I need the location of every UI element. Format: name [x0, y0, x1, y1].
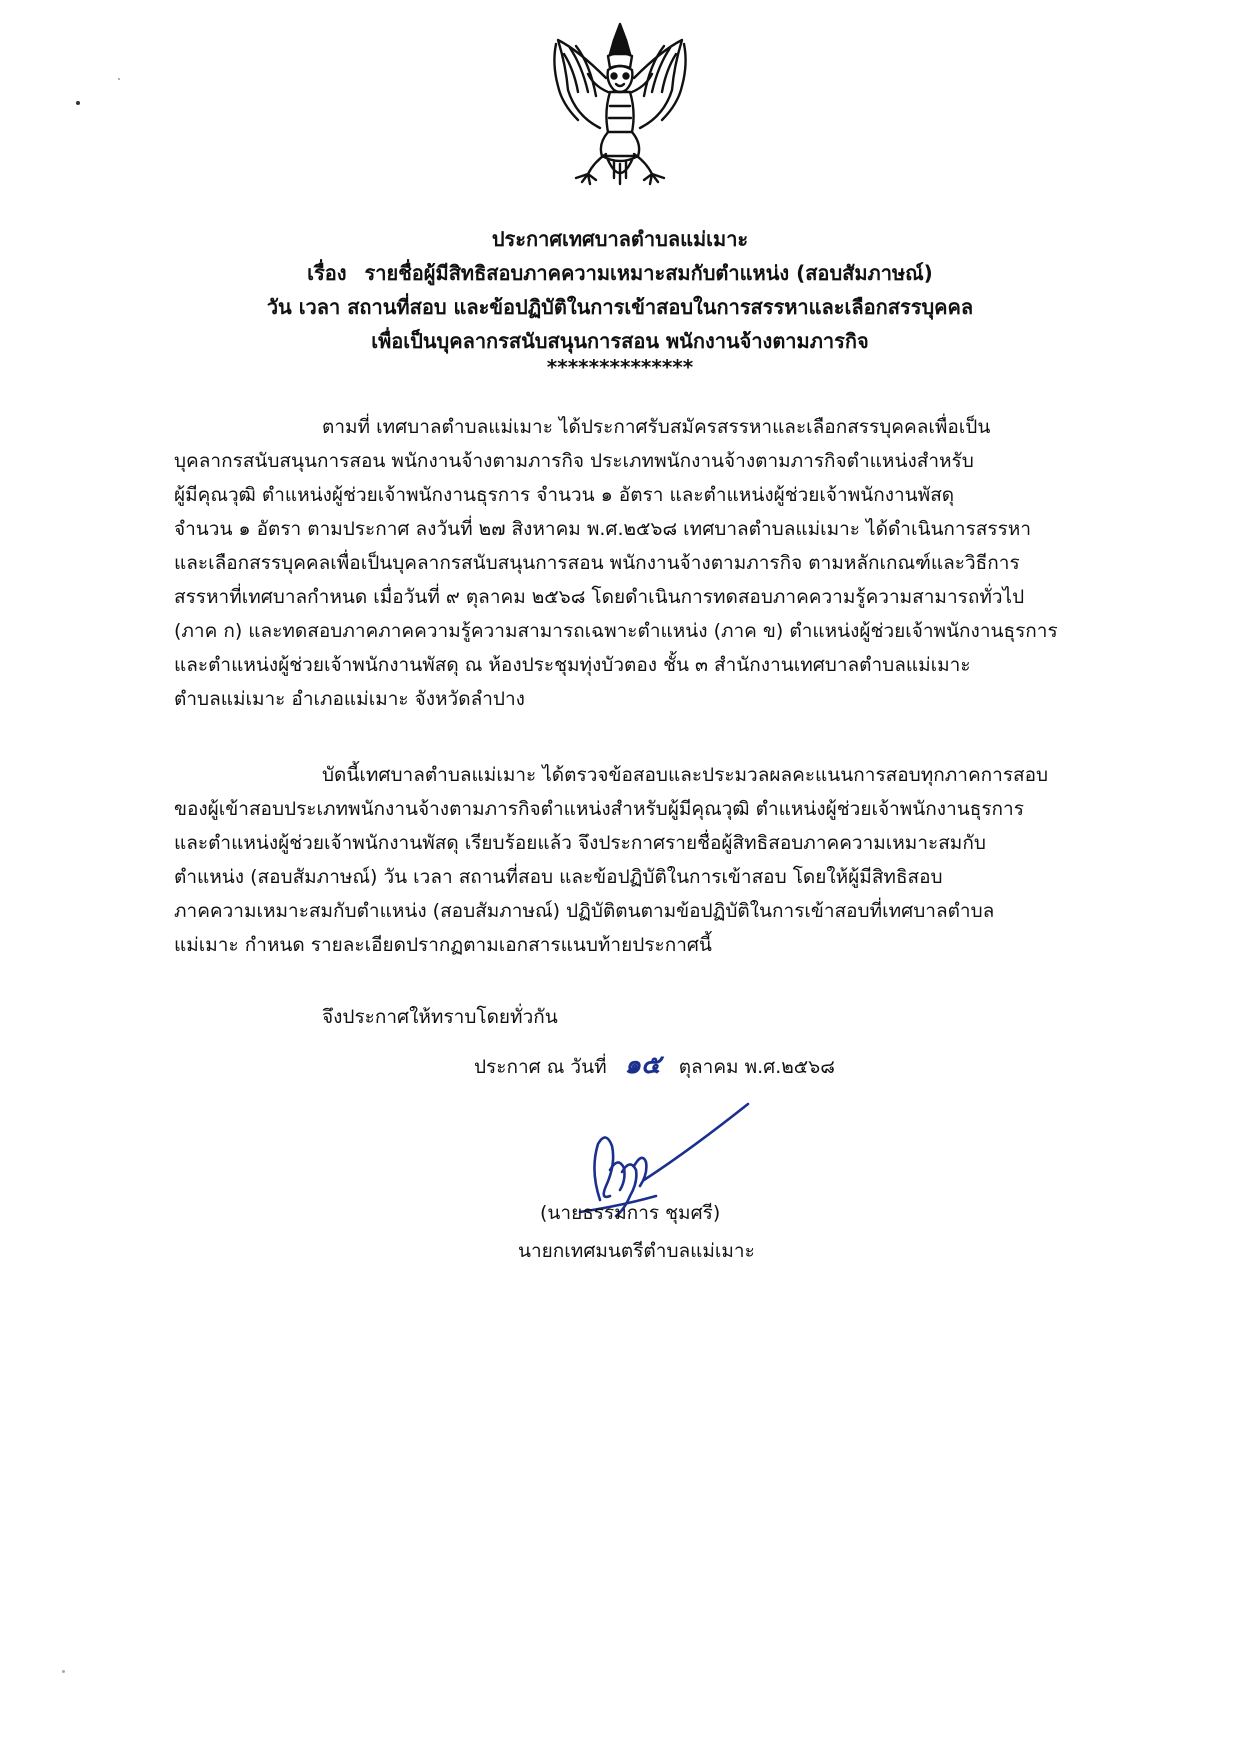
paragraph-line: บุคลากรสนับสนุนการสอน พนักงานจ้างตามภารกิจ ประเภทพนักงานจ้างตามภารกิจตำแหน่งสำหรับ [174, 450, 974, 472]
scan-speck [76, 101, 80, 105]
garuda-emblem-icon [548, 20, 692, 192]
subject-line-1 [120, 256, 1120, 290]
subject-text-1: รายชื่อผู้มีสิทธิสอบภาคความเหมาะสมกับตำแหน่ง (สอบสัมภาษณ์) [364, 261, 933, 285]
document-heading [120, 222, 1120, 379]
paragraph-line: ผู้มีคุณวุฒิ ตำแหน่งผู้ช่วยเจ้าพนักงานธุรการ จำนวน ๑ อัตรา และตำแหน่งผู้ช่วยเจ้าพนักงานพัสดุ [174, 484, 955, 506]
announcement-dateline [474, 1048, 835, 1084]
scan-speck [62, 1670, 65, 1673]
paragraph-line: (ภาค ก) และทดสอบภาคภาคความรู้ความสามารถเฉพาะตำแหน่ง (ภาค ข) ตำแหน่งผู้ช่วยเจ้าพนักงานธุรการ [174, 620, 1058, 642]
subject-line-2: วัน เวลา สถานที่สอบ และข้อปฏิบัติในการเข้าสอบในการสรรหาและเลือกสรรบุคคล [266, 295, 974, 319]
paragraph-line: บัดนี้เทศบาลตำบลแม่เมาะ ได้ตรวจข้อสอบและประมวลผลคะแนนการสอบทุกภาคการสอบ [322, 764, 1049, 786]
body-paragraph-1 [174, 410, 1120, 716]
dateline-month-year: ตุลาคม พ.ศ.๒๕๖๘ [678, 1056, 835, 1078]
scan-speck [118, 78, 120, 80]
paragraph-line: สรรหาที่เทศบาลกำหนด เมื่อวันที่ ๙ ตุลาคม ๒๕๖๘ โดยดำเนินการทดสอบภาคความรู้ความสามารถทั่วไป [174, 586, 1025, 608]
paragraph-line: และเลือกสรรบุคคลเพื่อเป็นบุคลากรสนับสนุนการสอน พนักงานจ้างตามภารกิจ ตามหลักเกณฑ์และวิธีการ [174, 552, 1020, 574]
handwritten-day: ๑๕ [624, 1050, 661, 1080]
heading-divider: ************** [546, 355, 694, 379]
paragraph-line: และตำแหน่งผู้ช่วยเจ้าพนักงานพัสดุ ณ ห้องประชุมทุ่งบัวตอง ชั้น ๓ สำนักงานเทศบาลตำบลแม่เมาะ [174, 654, 971, 676]
closing-statement: จึงประกาศให้ทราบโดยทั่วกัน [322, 1006, 558, 1028]
paragraph-line: ตามที่ เทศบาลตำบลแม่เมาะ ได้ประกาศรับสมัครสรรหาและเลือกสรรบุคคลเพื่อเป็น [322, 416, 991, 438]
paragraph-line: ตำบลแม่เมาะ อำเภอแม่เมาะ จังหวัดลำปาง [174, 688, 525, 710]
paragraph-line: และตำแหน่งผู้ช่วยเจ้าพนักงานพัสดุ เรียบร้อยแล้ว จึงประกาศรายชื่อผู้สิทธิสอบภาคความเหมาะสมกับ [174, 832, 986, 854]
subject-line-3: เพื่อเป็นบุคลากรสนับสนุนการสอน พนักงานจ้างตามภารกิจ [371, 329, 869, 353]
signer-title: นายกเทศมนตรีตำบลแม่เมาะ [518, 1240, 755, 1262]
announcement-title: ประกาศเทศบาลตำบลแม่เมาะ [491, 227, 749, 251]
paragraph-line: ตำแหน่ง (สอบสัมภาษณ์) วัน เวลา สถานที่สอบ และข้อปฏิบัติในการเข้าสอบ โดยให้ผู้มีสิทธิสอบ [174, 866, 943, 888]
body-paragraph-2 [174, 758, 1120, 962]
subject-label: เรื่อง [307, 261, 347, 285]
dateline-prefix: ประกาศ ณ วันที่ [474, 1056, 607, 1078]
signer-name: (นายธรรมการ ชุมศรี) [540, 1202, 721, 1224]
paragraph-line: ภาคความเหมาะสมกับตำแหน่ง (สอบสัมภาษณ์) ปฏิบัติตนตามข้อปฏิบัติในการเข้าสอบที่เทศบาลตำบล [174, 900, 995, 922]
paragraph-line: แม่เมาะ กำหนด รายละเอียดปรากฏตามเอกสารแนบท้ายประกาศนี้ [174, 934, 712, 956]
paragraph-line: ของผู้เข้าสอบประเภทพนักงานจ้างตามภารกิจตำแหน่งสำหรับผู้มีคุณวุฒิ ตำแหน่งผู้ช่วยเจ้าพนักงานธุรการ [174, 798, 1024, 820]
paragraph-line: จำนวน ๑ อัตรา ตามประกาศ ลงวันที่ ๒๗ สิงหาคม พ.ศ.๒๕๖๘ เทศบาลตำบลแม่เมาะ ได้ดำเนินการสรรหา [174, 518, 1032, 540]
